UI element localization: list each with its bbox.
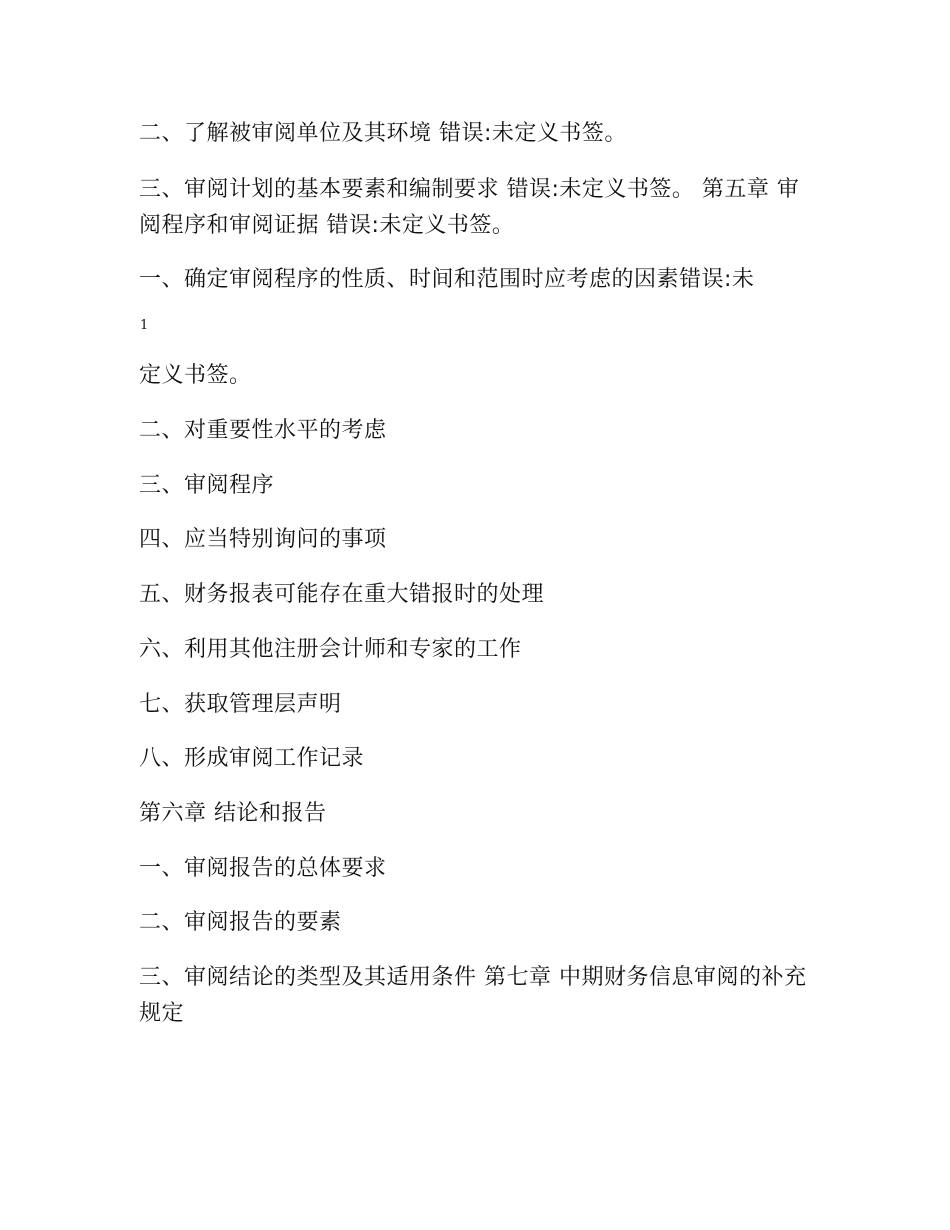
- text-line: 一、审阅报告的总体要求: [139, 856, 387, 881]
- text-line: 四、应当特别询问的事项: [139, 527, 387, 552]
- text-line: 三、审阅结论的类型及其适用条件 第七章 中期财务信息审阅的补充规定: [139, 965, 807, 1026]
- text-line: 六、利用其他注册会计师和专家的工作: [139, 637, 522, 662]
- text-line: 定义书签。: [139, 363, 252, 388]
- text-line: 二、审阅报告的要素: [139, 910, 342, 935]
- text-line: 一、确定审阅程序的性质、时间和范围时应考虑的因素错误:未: [139, 267, 755, 292]
- section-heading: 第六章 结论和报告: [139, 801, 327, 826]
- text-line: 八、形成审阅工作记录: [139, 746, 365, 771]
- text-line: 二、了解被审阅单位及其环境 错误:未定义书签。: [139, 121, 627, 146]
- page-number: 1: [140, 318, 149, 333]
- text-line: 三、审阅计划的基本要素和编制要求 错误:未定义书签。 第五章 审阅程序和审阅证据 错误:未定义书签。: [139, 177, 800, 238]
- text-line: 二、对重要性水平的考虑: [139, 418, 387, 443]
- text-line: 七、获取管理层声明: [139, 692, 342, 717]
- text-line: 五、财务报表可能存在重大错报时的处理: [139, 582, 545, 607]
- text-line: 三、审阅程序: [139, 473, 275, 498]
